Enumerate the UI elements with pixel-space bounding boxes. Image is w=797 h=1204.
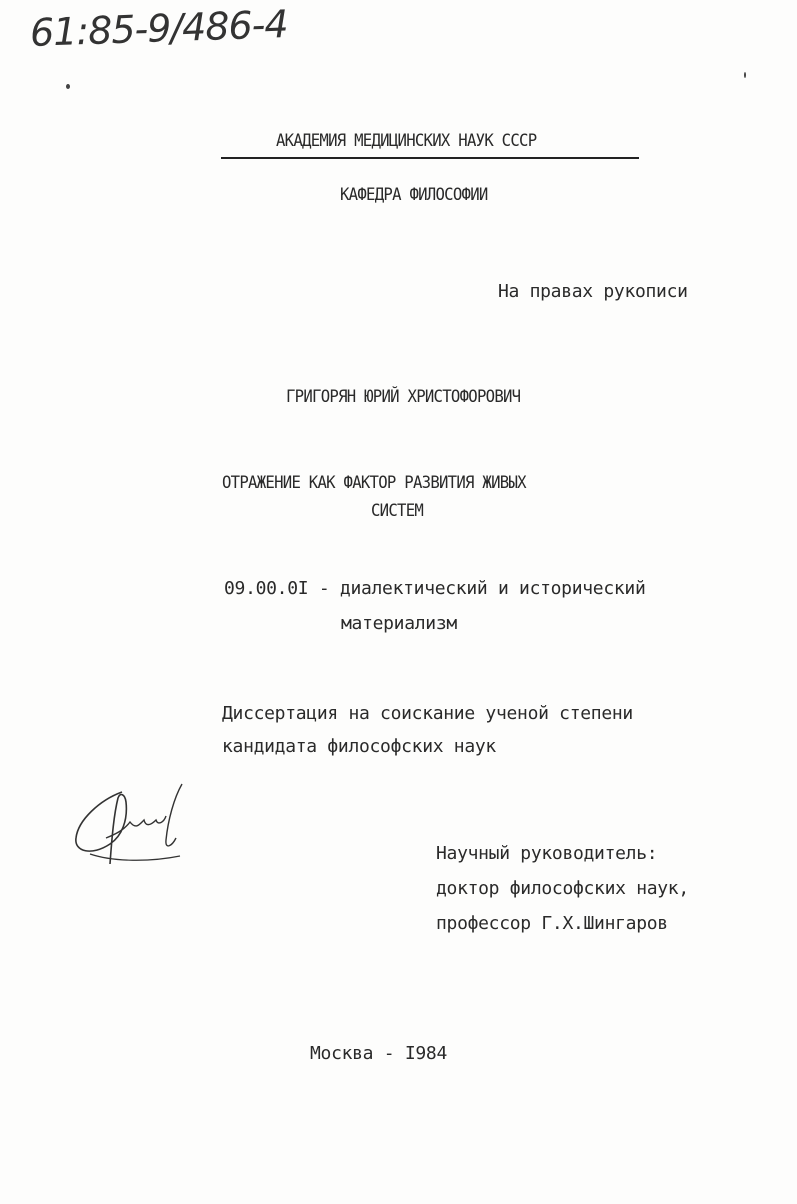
archive-handwritten-mark: 61:85-9/486-4 — [29, 2, 289, 55]
ink-speck — [744, 72, 746, 78]
department-heading: КАФЕДРА ФИЛОСОФИИ — [340, 185, 488, 205]
place-and-year: Москва - I984 — [310, 1043, 447, 1064]
dissertation-title-line-2: СИСТЕМ — [371, 501, 424, 521]
dissertation-title-line-1: ОТРАЖЕНИЕ КАК ФАКТОР РАЗВИТИЯ ЖИВЫХ — [222, 473, 526, 493]
degree-line-2: кандидата философских наук — [222, 736, 496, 757]
degree-line-1: Диссертация на соискание ученой степени — [222, 703, 633, 724]
specialty-line-1: 09.00.0I - диалектический и исторический — [224, 578, 646, 599]
ink-speck — [66, 84, 70, 89]
specialty-line-2: материализм — [341, 613, 457, 634]
manuscript-note: На правах рукописи — [498, 281, 688, 302]
author-name: ГРИГОРЯН ЮРИЙ ХРИСТОФОРОВИЧ — [286, 387, 521, 407]
heading-underline — [221, 157, 639, 159]
supervisor-degree: доктор философских наук, — [436, 878, 689, 899]
institution-heading: АКАДЕМИЯ МЕДИЦИНСКИХ НАУК СССР — [276, 131, 537, 151]
supervisor-label: Научный руководитель: — [436, 843, 658, 864]
supervisor-name: профессор Г.Х.Шингаров — [436, 913, 668, 934]
handwritten-signature — [70, 780, 185, 870]
